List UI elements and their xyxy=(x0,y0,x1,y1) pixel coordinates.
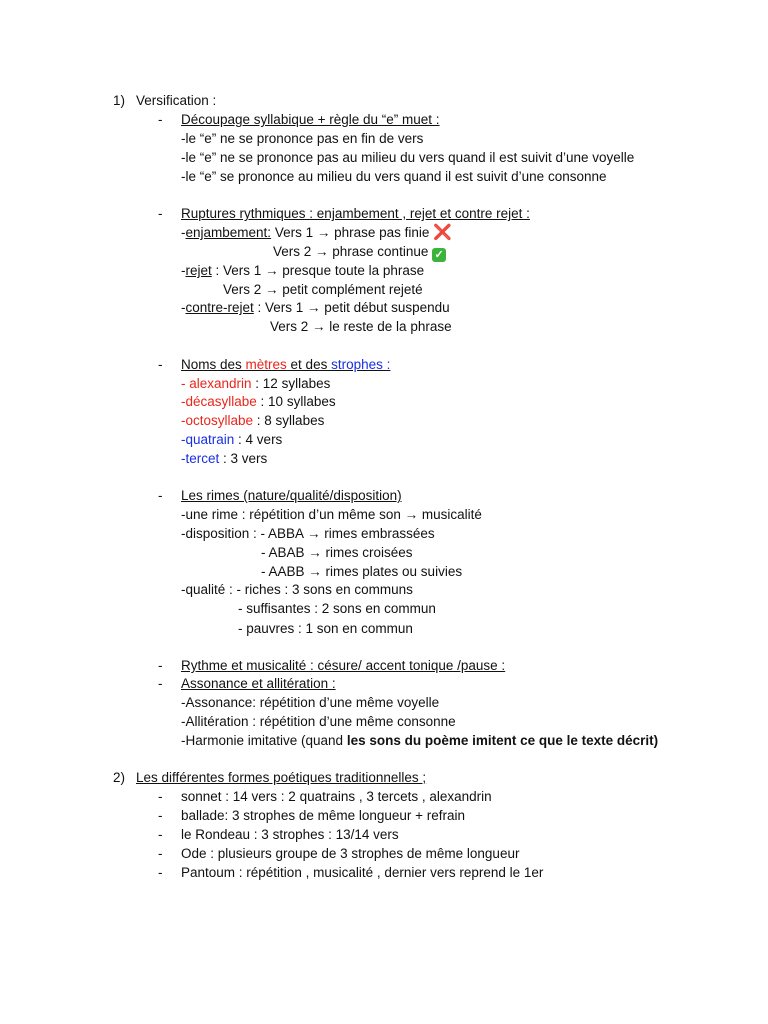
strophe-name: -quatrain xyxy=(181,432,235,447)
cross-icon: ❌ xyxy=(433,224,452,241)
section-2-title: Les différentes formes poétiques traditionnelles ; xyxy=(136,770,427,785)
list-item: ballade: 3 strophes de même longueur + refrain xyxy=(181,808,466,823)
noms-heading xyxy=(181,356,390,374)
contre-rejet-line xyxy=(181,299,450,317)
metre-name: - alexandrin xyxy=(181,376,252,391)
bold-text: les sons du poème imitent ce que le texte décrit) xyxy=(346,733,659,748)
bullet-dash: - xyxy=(158,865,163,880)
text-line: -une rime : répétition d’un même son → musicalité xyxy=(181,507,482,522)
strophe-value: : 3 vers xyxy=(219,451,268,466)
metre-line xyxy=(181,375,330,393)
strophes-word: strophes xyxy=(331,357,387,372)
text-span: Vers 2 → phrase continue xyxy=(273,244,433,259)
strophe-name: -tercet xyxy=(181,451,220,466)
metres-word: mètres xyxy=(245,357,287,372)
text-span: Vers 1 → phrase pas finie xyxy=(271,225,434,240)
text-line: -Allitération : répétition d’une même consonne xyxy=(181,714,456,729)
section-2-number: 2) xyxy=(113,770,126,785)
list-item: sonnet : 14 vers : 2 quatrains , 3 tercets , alexandrin xyxy=(181,789,492,804)
text-span: : Vers 1 → presque toute la phrase xyxy=(211,263,425,278)
decoupage-heading: Découpage syllabique + règle du “e” muet : xyxy=(181,112,440,127)
metre-line xyxy=(181,393,336,411)
text-prefix: - xyxy=(181,300,186,315)
strophe-line xyxy=(181,450,267,468)
list-item: le Rondeau : 3 strophes : 13/14 vers xyxy=(181,827,399,842)
text-span: et des xyxy=(286,357,332,372)
enjambement-term: enjambement: xyxy=(185,225,272,240)
rimes-heading: Les rimes (nature/qualité/disposition) xyxy=(181,488,402,503)
assonance-heading: Assonance et allitération : xyxy=(181,676,336,691)
rejet-term: rejet xyxy=(185,263,212,278)
contre-rejet-line-2: Vers 2 → le reste de la phrase xyxy=(270,319,452,334)
text-span: Noms des xyxy=(181,357,246,372)
bullet-dash: - xyxy=(158,789,163,804)
text-line: -Assonance: répétition d’une même voyelle xyxy=(181,695,440,710)
bullet-dash: - xyxy=(158,488,163,503)
rythme-heading: Rythme et musicalité : césure/ accent tonique /pause : xyxy=(181,658,506,673)
metre-name: -octosyllabe xyxy=(181,413,254,428)
check-icon: ✓ xyxy=(432,248,446,262)
text-line: -qualité : - riches : 3 sons en communs xyxy=(181,582,413,597)
text-line: - ABAB → rimes croisées xyxy=(261,545,413,560)
bullet-dash: - xyxy=(158,357,163,372)
ruptures-heading: Ruptures rythmiques : enjambement , rejet et contre rejet : xyxy=(181,206,530,221)
bullet-dash: - xyxy=(158,676,163,691)
text-span: : xyxy=(386,357,391,372)
metre-value: : 8 syllabes xyxy=(253,413,325,428)
strophe-line xyxy=(181,431,282,449)
text-prefix: - xyxy=(181,225,186,240)
metre-name: -décasyllabe xyxy=(181,394,257,409)
bullet-dash: - xyxy=(158,808,163,823)
metre-value: : 12 syllabes xyxy=(251,376,331,391)
text-span: -Harmonie imitative (quand xyxy=(181,733,347,748)
list-item: Ode : plusieurs groupe de 3 strophes de même longueur xyxy=(181,846,520,861)
harmonie-line xyxy=(181,732,658,750)
metre-line xyxy=(181,412,324,430)
text-line: - pauvres : 1 son en commun xyxy=(238,621,413,636)
strophe-value: : 4 vers xyxy=(234,432,283,447)
bullet-dash: - xyxy=(158,206,163,221)
section-1-title: Versification : xyxy=(136,93,217,108)
bullet-dash: - xyxy=(158,112,163,127)
metre-value: : 10 syllabes xyxy=(256,394,336,409)
text-line: - AABB → rimes plates ou suivies xyxy=(261,564,463,579)
text-line: -le “e” se prononce au milieu du vers quand il est suivit d’une consonne xyxy=(181,169,607,184)
list-item: Pantoum : répétition , musicalité , dernier vers reprend le 1er xyxy=(181,865,544,880)
text-line: -disposition : - ABBA → rimes embrassées xyxy=(181,526,435,541)
enjambement-line xyxy=(181,224,452,242)
text-line: -le “e” ne se prononce pas au milieu du vers quand il est suivit d’une voyelle xyxy=(181,150,635,165)
bullet-dash: - xyxy=(158,827,163,842)
rejet-line-2: Vers 2 → petit complément rejeté xyxy=(223,282,423,297)
bullet-dash: - xyxy=(158,846,163,861)
enjambement-line-2 xyxy=(273,243,446,262)
text-span: : Vers 1 → petit début suspendu xyxy=(253,300,450,315)
contre-rejet-term: contre-rejet xyxy=(185,300,254,315)
text-prefix: - xyxy=(181,263,186,278)
bullet-dash: - xyxy=(158,658,163,673)
section-1-number: 1) xyxy=(113,93,126,108)
text-line: - suffisantes : 2 sons en commun xyxy=(238,601,436,616)
rejet-line xyxy=(181,262,424,280)
text-line: -le “e” ne se prononce pas en fin de vers xyxy=(181,131,424,146)
